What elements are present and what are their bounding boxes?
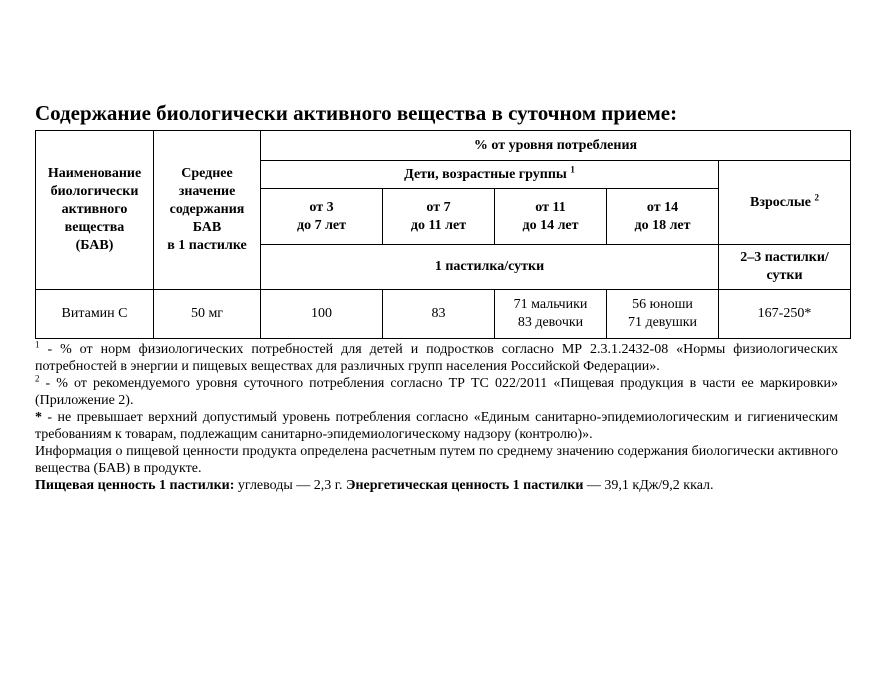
footnote-star: * - не превышает верхний допустимый уровень потребления согласно «Единым санитарно-эпидемиологическим и гигиеническим требованиям к товарам, подлежащим санитарно-эпидемиологическому надзору (контролю)». [35, 410, 838, 442]
age-group-3-7: от 3 до 7 лет [261, 189, 383, 245]
cell-3-7: 100 [261, 290, 383, 339]
header-average: Среднее значение содержания БАВ в 1 пастилке [154, 131, 261, 290]
nutrition-value: Пищевая ценность 1 пастилки: углеводы — 2,3 г. Энергетическая ценность 1 пастилки — 39,1 кДж/9,2 ккал. [35, 478, 714, 493]
page-title: Содержание биологически активного вещества в суточном приеме: [35, 101, 678, 125]
age-group-14-18: от 14 до 18 лет [607, 189, 719, 245]
footnote-1: $^1$ - % от норм физиологических потребностей для детей и подростков согласно МР 2.3.1.2432-08 «Нормы физиологических потребностей в энергии и пищевых веществах для различных групп населения Российской Федерации». [35, 339, 838, 374]
age-group-11-14: от 11 до 14 лет [495, 189, 607, 245]
cell-average: 50 мг [154, 290, 261, 339]
dose-adults: 2–3 пастилки/ сутки [719, 245, 851, 290]
bav-table [35, 130, 851, 339]
nutrition-info-note: Информация о пищевой ценности продукта определена расчетным путем по среднему значению содержания биологически активного вещества (БАВ) в продукте. [35, 444, 838, 476]
cell-11-14: 71 мальчики 83 девочки [495, 290, 607, 339]
dose-children: 1 пастилка/сутки [261, 245, 719, 290]
footnote-2: $^2$ - % от рекомендуемого уровня суточного потребления согласно ТР ТС 022/2011 «Пищевая продукция в части ее маркировки» (Приложение 2). [35, 373, 838, 408]
table-row [36, 290, 851, 339]
cell-14-18: 56 юноши 71 девушки [607, 290, 719, 339]
cell-name: Витамин С [36, 290, 154, 339]
cell-7-11: 83 [383, 290, 495, 339]
cell-adults: 167-250* [719, 290, 851, 339]
header-percent: % от уровня потребления [261, 131, 851, 161]
header-adults: Взрослые $^2$ [719, 161, 851, 245]
header-name: Наименование биологически активного вещества (БАВ) [36, 131, 154, 290]
header-children: Дети, возрастные группы $^1$ [261, 161, 719, 189]
age-group-7-11: от 7 до 11 лет [383, 189, 495, 245]
footnotes [35, 341, 838, 494]
